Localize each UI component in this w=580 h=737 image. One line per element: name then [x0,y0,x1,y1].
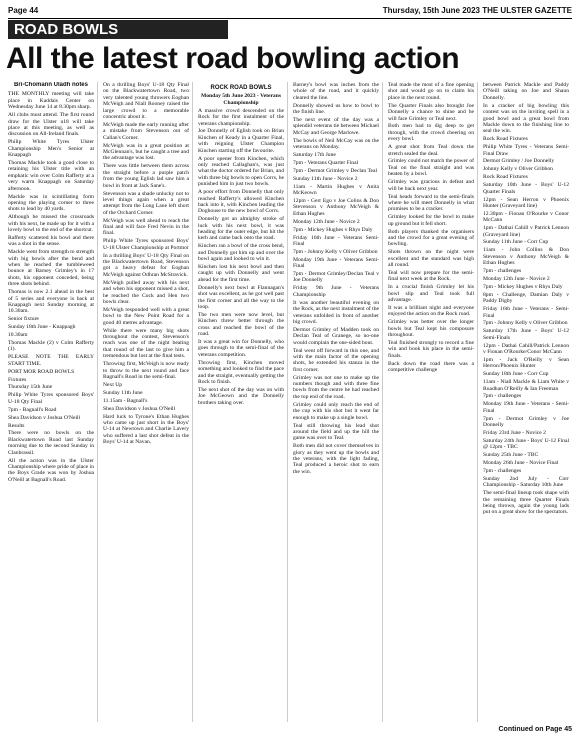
column-5 [388,82,478,722]
paragraph: Although he missed the crossroads with his next, he made up for it with a lovely bowl to the end of the shortcut. [8,214,94,234]
paragraph: Senior fixture [8,316,39,323]
paragraph: There were no bowls on the Blackwatertown Road last Sunday morning due to the second Sunday in Clanbrassil. [8,430,94,456]
paragraph: Saturday 17th June - Boys' U-12 Semi-Finals [483,328,569,341]
paragraph: 7pm - Mickey Hughes v Rhys Daly [483,283,563,290]
paragraph: 11am - Martin Hughes v Anita McKeown [293,183,379,197]
paragraph: Teal finished strongly to record a fine win and book his place in the semi-finals. [388,340,474,359]
paragraph: All clubs must attend. The first round draw for the Ulster u18 will take place at this meeting, as well as discussion on All-Ireland finals. [8,112,94,138]
paragraph: 11.15am - Bagnall's [103,397,148,404]
paragraph: Joe Donnelly of Eglish took on Brian Kinchen of Keady in a Quarter Final, with reigning Ulster Champion Kinchen starting off the favourite. [198,128,284,154]
paragraph: In a crucial finish Grimley let his bowl slip and Teal took full advantage. [388,284,474,304]
paragraph: 7pm - challenges [483,393,522,400]
paragraph: While there were many big shots throughout the contest, Stevenson's reach was one of the night beating that round of the last to give him a tremendous but lost at the final tests. [103,327,189,360]
paragraph: Monday 12th June - Novice 2 [293,218,360,225]
paragraph: McVeigh was well ahead to reach the final and will face Fred Nevin in the final. [103,217,189,237]
paragraph: 12pm - Dathai Cahill/Patrick Lennon v Fionan O'Rourke/Conor McCann [483,342,569,356]
paragraph: Next Up [103,381,123,388]
paragraph: Grimley was better over the longer bowls but Teal kept his composure throughout. [388,319,474,339]
paragraph: Teal still throwing his lead shot around the field and up the hill the game was over to Teal. [293,422,379,442]
paragraph: THE MONTHLY meeting will take place in Kaddais Center on Wednesday June 14 at 8.30pm sharp. [8,91,94,111]
paragraph: Philip White Tyres - Veterans Semi-Final Draw [483,144,569,157]
paragraph: Saturday 17th June [293,152,336,159]
paragraph: Grimley was not one to make up the numbers though and with three fine bowls from the centre he had reached the top end of the road. [293,374,379,400]
paragraph: The Quarter Finals also brought Joe Donnelly a chance to shine and he will face Grimley or Teal next. [388,102,474,122]
paragraph: The next shot of the day was on with Joe McGeown and the Donnelly brothers taking over. [198,386,284,406]
paragraph: Grimley looked for the bowl to make up ground but it fell short. [388,214,474,227]
paragraph: Sunday 25th June - TBC [483,452,539,459]
paragraph: Thursday 15th June [8,384,53,391]
paragraph: 11am - John Collins & Don Stevenson v Anthony McVeigh & Ethan Hughes [483,247,569,267]
paragraph: 12pm - Sean Herron v Phoenix Hunter (Graveyard line) [483,196,569,209]
paragraph: Monday 19th June - Veterans - Semi-Final [483,401,569,414]
paragraph: It was another beautiful evening on the Rock, as the next instalment of the veterans unfolded in front of another big crowd. [293,299,379,325]
paragraph: McVeigh made the early running after a mistake from Stevenson out of Callan's Corner. [103,121,189,141]
paragraph: Throwing first, McVeigh is now ready to throw to the next round and face Bagnall's Road in the semi-final. [103,361,189,380]
paragraph: Friday 23rd June - Novice 2 [483,430,546,436]
paragraph: Saturday 10th June - Boys' U-12 Quarter Finals [483,182,569,195]
paragraph: A poor opener from Kinchen, which only reached Callaghan's, was just what the doctor ordered for Brian, and with three big bowls to open Corrs, he punished him in just two bowls. [198,155,284,188]
paragraph: The semi-final lineup took shape with the remaining three Quarter Finals being thrown, again the young lads put on a great show for the spectators. [483,490,569,516]
article-columns [8,82,572,722]
paragraph: Teal made the most of a fine opening shot and would go on to claim his place in the next round. [388,82,474,101]
column-6 [483,82,572,722]
paragraph: Thomas is now 2.1 ahead in the best of 5 series and everyone is back at Knappagh next Sunday morning at 10.30am. [8,289,94,315]
date-masthead: Thursday, 15th June 2023 THE ULSTER GAZETTE [382,6,572,15]
paragraph: The next event of the day was a splendid veterans tie between Michael McCay and George Marlowe. [293,117,379,136]
paragraph: PORT MOR ROAD BOWLS [8,368,75,375]
paragraph: Monday 19th June - Veterans Semi-Final [293,256,379,270]
continued-note: Continued on Page 45 [498,726,572,733]
paragraph: between Patrick Mackle and Paddy O'Neill taking on Joe and Shaun Donnelly. [483,82,569,101]
subhead-rock-road-bowls: ROCK ROAD BOWLS [210,85,272,91]
paragraph: Rock Road Fixtures [483,136,528,143]
paragraph: Donnelly got an almighty stroke of luck with his next bowl, it was heading for the outer edge, but hit the kerb and came back onto the road. [198,216,284,242]
paragraph: Thomas Mackle (2) v Colm Rafferty (1). [8,340,94,353]
paragraph: A poor effort from Donnelly that only reached Rafferty's allowed Kinchen back into it, with Kinchen leading the Doghouse to the new bowl of Corrs. [198,189,284,215]
subhead-date: Monday 5th June 2023 - Veterans Championship [200,93,282,106]
paragraph: Teal went off forward in this one, and with the main factor of the opening shots, he extended his stanza in the first corner. [293,347,379,373]
paragraph: Teal will now prepare for the semi-final next week at the Rock. [388,269,474,283]
paragraph: Both men had to dig deep to get through, with the crowd cheering on every bowl. [388,123,474,143]
paragraph: Sunday 18th June - Knappagh [8,324,76,331]
paragraph: Johnny Kelly v Oliver Gribbon [483,166,553,173]
paragraph: A massive crowd descended on the Rock for the first instalment of the veterans championship. [198,107,284,127]
column-5-body [388,82,474,374]
paragraph: The two men were now level, but Kinchen threw better through the cross and reached the bowl of the road. [198,311,284,338]
paragraph: A great shot from Teal down the stretch sealed the deal. [388,144,474,157]
paragraph: All the action was in the Ulster Championship where pride of place in the Boys Grade was won by Joshua O'Neill at Bagnall's Road. [8,457,94,483]
paragraph: Rock Road Fixtures [483,174,528,181]
paragraph: In a thrilling Boys' U-18 Qty Final on the Blackwatertown Road, Stevenson got a heavy defeat for Eoghan McVeigh against Odhran McStravick. [103,252,189,278]
paragraph: Hard luck to Tyrone's Ethan Hughes who came up just short in the Boys' U-14 at Newtown and Charlie Lavery who suffered a last shot defeat in the Boys' U-14 at Navan. [103,413,189,446]
paragraph: McVeigh pulled away with his next and when his opponent missed a shot, he reached the Cock and Hen two bowls clear. [103,279,189,305]
paragraph: Results [8,422,25,429]
paragraph: Rafferty scattered his bowl and there was a shot in the sense. [8,234,94,248]
paragraph: Shea Davidson v Joshua O'Neill [8,414,81,421]
paragraph: Donnelly's next bowl at Flannagan's shot was excellent, as he got well past the first corner and all the way to the loop. [198,284,284,310]
paragraph: Shea Davidson v Joshua O'Neill [103,405,176,412]
paragraph: Friday 16th June - Veterans - Semi-Final [483,306,569,319]
paragraph: Mackle went from strength to strength with big bowls after the bend and when he reached the tumbleweed bounce at Barney Grimley's in 17 shots, his opponent conceded, being three shots behind. [8,249,94,288]
paragraph: 7pm - challenges [483,468,522,475]
paragraph: Kinchen ran a bowl of the cross bend, and Donnelly got him up and over the bowl again and looked to win it. [198,243,284,263]
paragraph: Barney's bowl was inches from the whole of the road, and it quickly cleared the line. [293,82,379,101]
paragraph: PLEASE NOTE THE EARLY START TIME. [8,354,94,367]
paragraph: Donnelly showed us how to bowl to the finish line. [293,102,379,116]
paragraph: Friday 16th June - Veterans Semi-Final [293,234,379,247]
column-3-body [198,108,284,406]
paragraph: Teal heads forward to the semi-finals where he will meet Donnelly in what promises to be a cracker. [388,193,474,213]
paragraph: It was a brilliant night and everyone enjoyed the action on the Rock road. [388,305,474,318]
paragraph: Philip White Tyres sponsored Boys' U-18 Ulster Championship at Portmor [103,238,189,251]
column-6-body [483,82,569,516]
paragraph: Friday 9th June - Veterans Championship [293,285,379,298]
paragraph: 11am - Niall Mackle & Liam White v Ruadhan O'Reilly & Ian Freeman [483,379,569,392]
section-banner: ROAD BOWLS [8,20,228,39]
paragraph: Back down the road there was a competitive challenge [388,360,474,374]
byline: Bri-Chomann Uladh notes [13,82,88,88]
paragraph: Dermot Grimley / Joe Donnelly [483,158,555,165]
paragraph: 7pm - Bagnall's Road [8,406,57,413]
column-2 [103,82,193,722]
paragraph: 7pm - Dermot Grimley v Joe Donnelly [483,415,569,429]
paragraph: Dermot Grimley of Madden took on Declan Teal of Granege, so no-one would complain the one-sided bout. [293,326,379,346]
paragraph: 7pm - challenges [483,268,522,275]
paragraph: In a cracker of big bowling this contest was on the inviting spell in a good bowl and a great bowl from Mackle down to the finishing line to seal the win. [483,102,569,135]
paragraph: Mackle was in scintillating form opening the playing corner to three shots to lead by 40 yards. [8,193,94,213]
paragraph: 7pm - Johnny Kelly v Oliver Gribbon [293,248,378,255]
paragraph: It was a great win for Donnelly, who goes through to the semi-final of the veterans competition. [198,339,284,358]
paragraph: Both players thanked the organisers and the crowd for a great evening of bowling. [388,228,474,248]
column-4 [293,82,383,722]
paragraph: Sunday 2nd July - Corr Championship - Saturday 10th June [483,475,569,489]
paragraph: Fixtures [8,376,27,383]
paragraph: 8pm - Challenge, Damian Daly v Paddy Digby [483,291,569,305]
column-1-body [8,91,94,483]
paragraph: Saturday 24th June - Boys' U-12 Final @ 12pm - TBC [483,437,569,451]
page-number: Page 44 [8,6,39,15]
paragraph: Philip White Tyres Ulster Championship Men's Senior at Knappagh [8,139,94,159]
paragraph: 7pm - Veterans Quarter Final [293,159,359,166]
paragraph: Sunday 11th June - Novice 2 [293,175,358,182]
paragraph: 7pm - Dermot Grimley/Declan Teal v Joe Donnelly [293,271,379,284]
paragraph: Monday 12th June - Novice 2 [483,275,550,282]
column-4-body [293,82,379,475]
paragraph: Sunday 11th June - Corr Cup [483,239,549,246]
paragraph: 7pm - Johnny Kelly v Oliver Gribbon [483,320,568,327]
running-header [8,4,572,19]
paragraph: Grimley was gracious in defeat and will be back next year. [388,179,474,192]
paragraph: Shots thrown on the night were excellent and the standard was high all round. [388,249,474,269]
paragraph: McVeigh was in a great position at McGlennan's, but he caught a tree and the advantage was lost. [103,142,189,162]
paragraph: Thomas Mackle took a good close to retaining his Ulster title with an emphatic win over Colm Rafferty at a very warm Knappagh on Saturday afternoon. [8,159,94,192]
paragraph: 10.30am [8,332,28,339]
paragraph: 7pm - Mickey Hughes v Rhys Daly [293,226,373,233]
paragraph: Sunday 18th June - Corr Cup [483,371,549,378]
paragraph: Grimley could only reach the end of the cup with his shot but it went far enough to make up a single bowl. [293,401,379,421]
column-3 [198,82,288,722]
paragraph: 12.30pm - Fionan O'Rourke v Conor McCann [483,210,569,224]
paragraph: Monday 26th June - Novice Final [483,460,559,467]
paragraph: Kinchen lost his next bowl and then caught up with Donnelly and went ahead for the first time. [198,264,284,283]
paragraph: The bowls of Neil McCay was on the veterans on Monday. [293,137,379,151]
paragraph: 7pm - Dermot Grimley v Declan Teal [293,167,378,174]
paragraph: Stevenson was a shade unlucky not to level things again when a great attempt from the Long Lane left short of the Orchard Corner. [103,190,189,216]
paragraph: Grimley could not match the power of Teal on the final straight and was beaten by a bowl. [388,158,474,178]
headline: All the latest road bowling action [6,42,460,75]
paragraph: Philip White Tyres sponsored Boys' U-18 Qty Final [8,392,94,405]
paragraph: 12pm - Gerr Ego v Joe Colins & Don Stevenson v Anthony McVeigh & Ethan Hughes [293,198,379,217]
paragraph: 1pm - Jack O'Reilly v Sean Herron/Phoenix Hunter [483,356,569,370]
paragraph: 1pm - Dathai Cahill v Patrick Lennon (Graveyard line) [483,225,569,238]
paragraph: Both men did not cover themselves in glory as they went up the bowls and the veterans, with the light fading, Teal produced a heroic shot to earn the win. [293,443,379,475]
paragraph: Throwing first, Kinchen moved something and looked to find the pace and the straight, eventually getting the Rock to finish. [198,359,284,385]
column-1 [8,82,98,722]
paragraph: McVeigh responded well with a great bowl to the New Point Road for a good 40 metres advantage. [103,306,189,326]
paragraph: On a thrilling Boys' U-18 Qty Final on the Blackwatertown Road, two very talented young throwers Eoghan McVeigh and Niall Rooney raised the large crowd to a memorable concentric about it. [103,82,189,121]
paragraph: There was little between them across the straight before a purple patch from the young Eglish lad saw him a bowl in front at Jack Sane's. [103,163,189,189]
paragraph: Sunday 11th June [103,389,143,396]
column-2-body [103,82,189,446]
